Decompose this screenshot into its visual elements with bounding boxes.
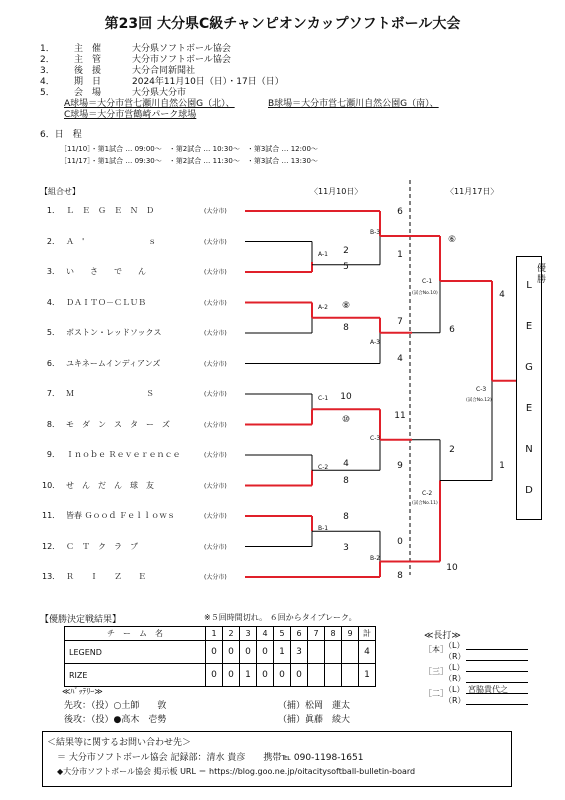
battery-first: 先攻：（投）○土師 敦: [64, 701, 167, 711]
venue-b: B球場＝大分市営七瀬川自然公園G（南）、: [268, 99, 439, 109]
game-label: C-1: [318, 395, 329, 403]
long-hit-line: [466, 649, 528, 650]
inning-score: 0: [206, 641, 223, 664]
battery-second: 後攻：（投）●高木 壱勢: [64, 715, 167, 725]
score-value: 4: [343, 459, 349, 469]
inning-score: 0: [291, 664, 308, 687]
score-value: 1: [499, 461, 505, 471]
schedule-day2: ［11/17］・第1試合 … 09:30～ ・第2試合 … 11:30～ ・第3試合 … 13:30～: [60, 157, 318, 165]
team-prefecture: (大分市): [204, 330, 227, 337]
info-key: 主 管: [74, 55, 102, 65]
long-hit-line: [466, 660, 528, 661]
game-note: (試合No.11): [412, 500, 438, 506]
inning-score: 4: [359, 641, 376, 664]
long-hit-line: [466, 671, 528, 672]
team-prefecture: (大分市): [204, 452, 227, 459]
game-note: (試合No.10): [412, 291, 438, 296]
info-value: 大分県ソフトボール協会: [132, 44, 231, 54]
team-prefecture: (大分市): [204, 513, 227, 520]
team-number: 2．: [46, 236, 60, 246]
catcher-second: （捕）眞藤 綾大: [278, 715, 351, 725]
inning-header: 6: [291, 627, 308, 641]
champion-label: 優勝: [537, 264, 547, 285]
info-key: 後 援: [74, 66, 102, 76]
inning-header: 7: [308, 627, 325, 641]
inning-score: [308, 664, 325, 687]
inning-score: 0: [223, 664, 240, 687]
inning-score: 1: [359, 664, 376, 687]
team-name: 皆春 Ｇｏｏｄ Ｆｅｌｌｏｗｓ: [66, 511, 176, 520]
bracket-label: 【組合せ】: [40, 187, 80, 196]
inning-header: 4: [257, 627, 274, 641]
contact-box: [42, 731, 512, 787]
team-name: ユキネームインディアンズ: [66, 358, 161, 368]
score-value: 7: [397, 317, 403, 327]
team-number: 1．: [46, 206, 60, 215]
team-number: 4．: [46, 297, 60, 307]
long-hit-line: [466, 693, 528, 694]
champion-letter: G: [525, 362, 533, 373]
team-name: い さ で ん: [66, 267, 146, 276]
team-number: 12．: [42, 541, 61, 551]
team-name: Ｍ Ｓ: [66, 389, 154, 398]
score-value: 8: [343, 475, 349, 486]
game-label: C-3: [476, 386, 487, 393]
game-label: B-3: [370, 229, 381, 236]
catcher-first: （捕）松岡 蓮太: [278, 701, 351, 711]
game-label: A-1: [318, 250, 328, 258]
champion-letter: E: [525, 403, 533, 414]
contact-title: ＜結果等に関するお問い合わせ先＞: [47, 738, 192, 748]
long-hit-kind: ［本］: [424, 645, 448, 654]
info-number: 5．: [40, 88, 55, 98]
team-prefecture: (大分市): [204, 482, 227, 490]
score-value: 4: [397, 353, 403, 364]
team-number: 11．: [42, 511, 61, 520]
team-name: Ｉｎｏｂｅ Ｒｅｖｅｒｅｎｃｅ: [66, 450, 181, 459]
scoreboard-team: RIZE: [65, 664, 206, 687]
inning-score: [308, 641, 325, 664]
score-value: 1: [397, 249, 403, 260]
info-number: 3．: [40, 66, 55, 76]
inning-score: 0: [240, 641, 257, 664]
schedule-day1: ［11/10］・第1試合 … 09:00～ ・第2試合 … 10:30～ ・第3試合 … 12:00～: [60, 145, 318, 153]
team-name: Ｃ Ｔ ク ラ ブ: [66, 541, 138, 551]
team-number: 9．: [46, 450, 60, 459]
champion-letter: E: [525, 321, 533, 332]
inning-score: 0: [206, 664, 223, 687]
game-label: A-2: [318, 303, 328, 311]
contact-line2: ◆大分市ソフトボール協会 掲示板 URL ＝ https://blog.goo.ne.jp/oitacitysoftball-bulletin-board: [57, 767, 416, 776]
day1-label: 〈11月10日〉: [310, 187, 363, 196]
game-label: C-2: [422, 489, 433, 497]
team-name: せ ん だ ん 球 友: [66, 480, 154, 490]
inning-score: 0: [223, 641, 240, 664]
long-hit-right: （R）: [444, 652, 466, 661]
champion-box: [516, 256, 542, 520]
long-hit-right: （R）: [444, 696, 466, 705]
team-prefecture: (大分市): [204, 208, 227, 215]
game-label: C-1: [422, 278, 433, 285]
score-value: 4: [499, 290, 505, 300]
info-value: 2024年11月10日（日）・17日（日）: [132, 77, 284, 87]
score-value: 8: [343, 512, 349, 522]
team-number: 8．: [46, 419, 60, 429]
team-number: 3．: [46, 267, 60, 276]
final-title: 【優勝決定戦結果】: [40, 615, 122, 625]
inning-score: 1: [240, 664, 257, 687]
team-name: ＤＡＩＴＯ－ＣＬＵＢ: [66, 297, 146, 307]
day2-label: 〈11月17日〉: [446, 187, 499, 196]
info-key: 主 催: [74, 44, 102, 54]
scoreboard-team-header: チ ー ム 名: [65, 627, 206, 641]
long-hit-left: （L）: [444, 641, 465, 650]
champion-letter: L: [526, 280, 532, 291]
inning-score: [342, 664, 359, 687]
score-value: 6: [449, 325, 455, 335]
game-label: B-1: [318, 525, 329, 533]
game-label: A-3: [370, 339, 380, 346]
score-value: 9: [397, 461, 403, 471]
score-value: 6: [397, 207, 403, 217]
score-value: 8: [397, 571, 403, 581]
info-value: 大分県大分市: [132, 88, 187, 98]
team-number: 5．: [46, 328, 60, 337]
game-label: B-2: [370, 554, 381, 562]
info-number: 2．: [40, 55, 55, 65]
score-value: 2: [449, 445, 455, 455]
team-name: Ｒ Ｉ Ｚ Ｅ: [66, 572, 146, 581]
inning-score: [342, 641, 359, 664]
page-title: 第23回 大分県C級チャンピオンカップソフトボール大会: [104, 16, 461, 32]
team-prefecture: (大分市): [204, 360, 227, 368]
schedule-title: 6．日 程: [40, 130, 82, 140]
inning-score: 3: [291, 641, 308, 664]
long-hit-left-name: 宮脇貴代之: [468, 685, 508, 694]
inning-header: 計: [359, 627, 376, 641]
venue-a: A球場＝大分市営七瀬川自然公園G（北）、: [64, 99, 235, 109]
team-prefecture: (大分市): [204, 543, 227, 551]
long-hit-left: （L）: [444, 685, 465, 694]
team-prefecture: (大分市): [204, 299, 227, 307]
game-note: (試合No.12): [466, 398, 492, 403]
team-number: 6．: [46, 358, 60, 368]
long-hit-right: （R）: [444, 674, 466, 683]
inning-score: 0: [274, 664, 291, 687]
inning-score: 1: [274, 641, 291, 664]
score-value: 10: [446, 562, 458, 573]
info-value: 大分市ソフトボール協会: [132, 55, 231, 65]
final-note: ※５回時間切れ。 ６回からタイブレーク。: [204, 613, 357, 622]
game-label: C-2: [318, 464, 329, 472]
long-hit-line: [466, 704, 528, 705]
score-value: 8: [343, 323, 349, 333]
scoreboard-team: LEGEND: [65, 641, 206, 664]
inning-header: 1: [206, 627, 223, 641]
inning-score: [325, 641, 342, 664]
team-name: ボストン・レッドソックス: [66, 328, 162, 337]
contact-line1: ＝ 大分市ソフトボール協会 記録部：清水 貴彦 携帯℡ 090-1198-1651: [57, 753, 364, 763]
score-value: 10: [340, 392, 352, 402]
game-label: C-3: [370, 434, 381, 442]
score-value: 0: [397, 536, 403, 547]
inning-score: [325, 664, 342, 687]
score-value: 5: [343, 262, 349, 272]
info-key: 期 日: [74, 77, 102, 87]
score-value: 2: [343, 245, 349, 256]
score-value: ⑥: [447, 235, 457, 245]
score-value: 3: [343, 542, 349, 553]
inning-score: 0: [257, 641, 274, 664]
long-hit-kind: ［二］: [424, 689, 448, 698]
long-hits-title: ≪長打≫: [424, 631, 461, 641]
score-value: ⑧: [341, 300, 351, 311]
inning-header: 5: [274, 627, 291, 641]
inning-score: 0: [257, 664, 274, 687]
venue-c: C球場＝大分市営鶴崎パーク球場: [64, 110, 197, 120]
team-prefecture: (大分市): [204, 421, 227, 429]
long-hit-line: [466, 682, 528, 683]
score-value: ⑩: [341, 414, 351, 425]
team-name: モ ダ ン ス タ ー ズ: [66, 419, 170, 429]
battery-title: ≪ﾊﾞｯﾃﾘｰ≫: [62, 687, 103, 696]
inning-header: 9: [342, 627, 359, 641]
score-value: 11: [394, 410, 406, 421]
inning-header: 3: [240, 627, 257, 641]
info-number: 4．: [40, 77, 55, 87]
info-value: 大分合同新聞社: [132, 66, 196, 76]
scoreboard: [64, 626, 376, 687]
team-prefecture: (大分市): [204, 574, 227, 581]
team-number: 13．: [42, 572, 61, 581]
champion-letter: N: [525, 444, 533, 455]
champion-letter: D: [525, 485, 533, 496]
team-number: 7．: [46, 389, 60, 398]
long-hit-kind: ［三］: [424, 667, 448, 676]
team-prefecture: (大分市): [204, 269, 227, 276]
long-hit-left: （L）: [444, 663, 465, 672]
info-number: 1．: [40, 44, 55, 54]
inning-header: 8: [325, 627, 342, 641]
inning-header: 2: [223, 627, 240, 641]
team-name: Ｌ Ｅ Ｇ Ｅ Ｎ Ｄ: [66, 206, 154, 215]
info-key: 会 場: [74, 88, 102, 98]
team-prefecture: (大分市): [204, 391, 227, 398]
team-prefecture: (大分市): [204, 238, 227, 246]
team-number: 10．: [42, 480, 61, 490]
team-name: Ａ ' ｓ: [66, 236, 157, 246]
